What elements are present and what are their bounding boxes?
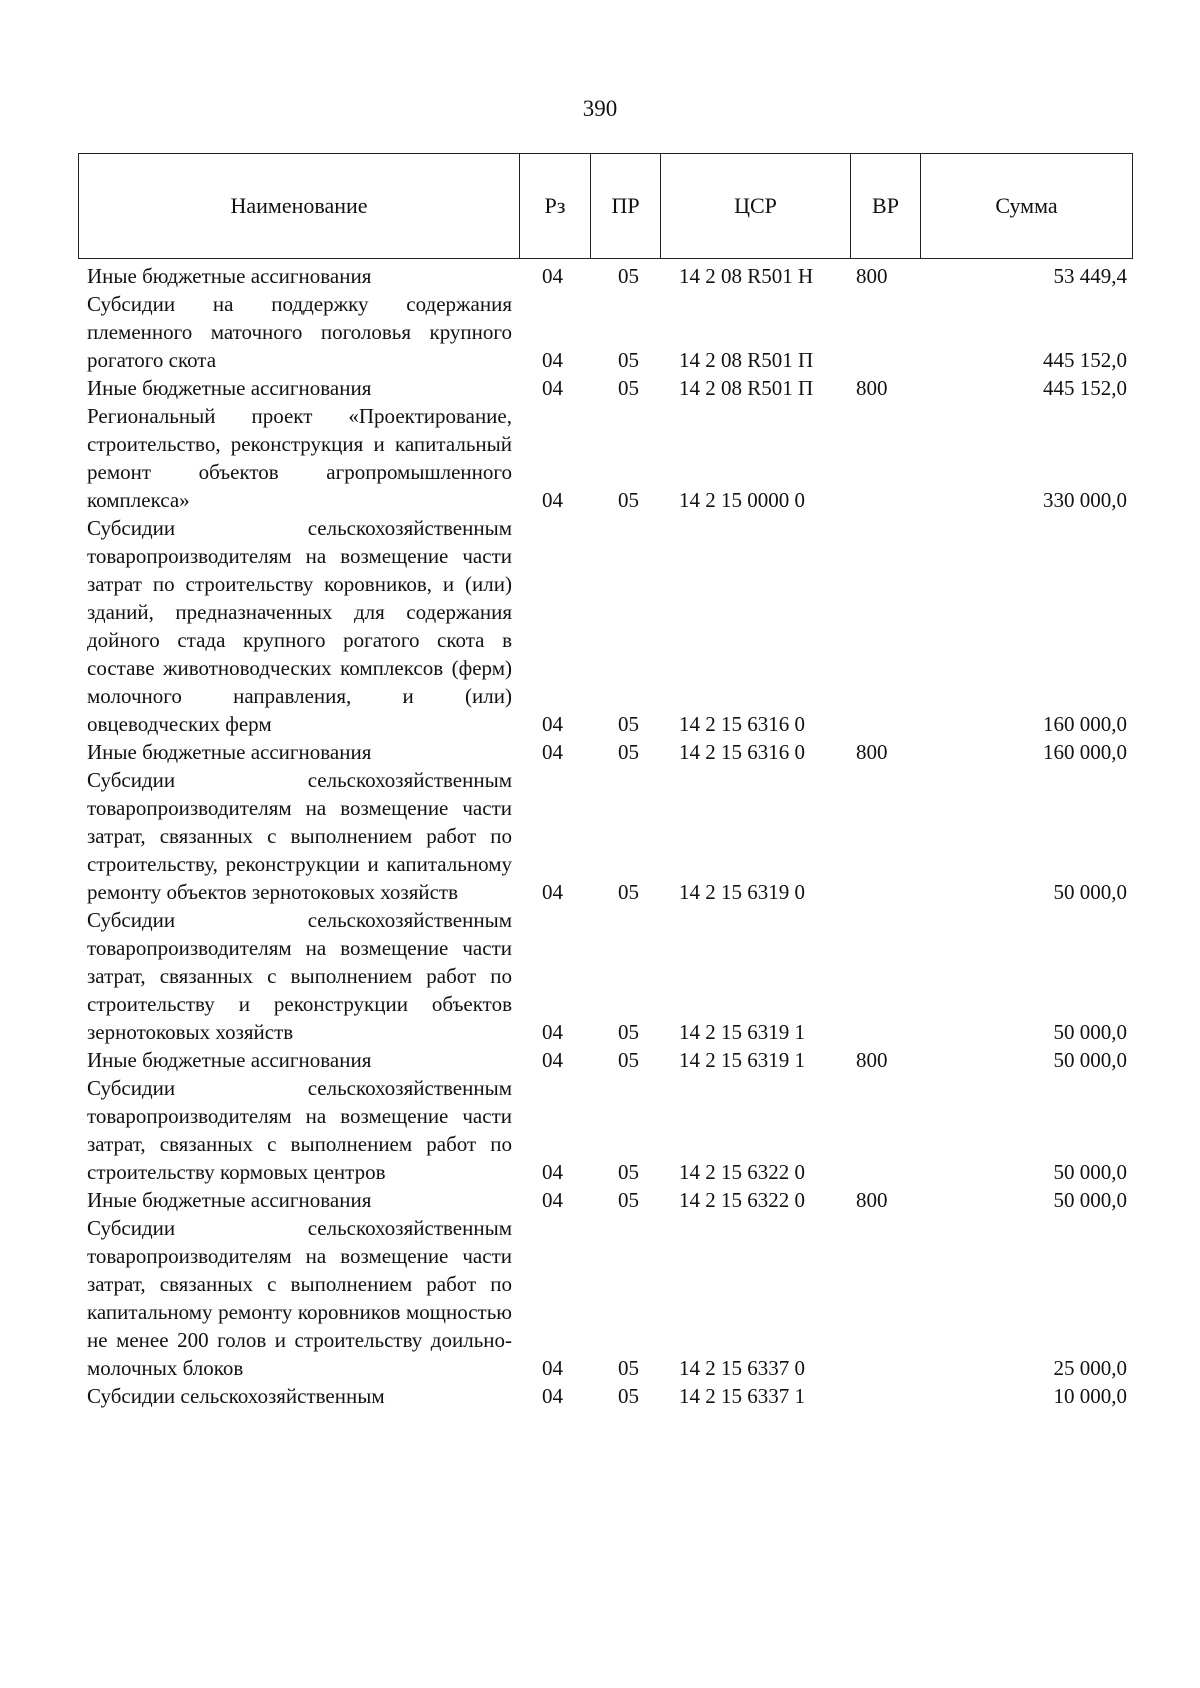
row-sum: 10 000,0 <box>1053 1384 1127 1408</box>
row-name: Иные бюджетные ассигнования <box>87 376 372 400</box>
row-csr: 14 2 15 6322 0 <box>679 1160 805 1184</box>
row-pr: 05 <box>618 376 639 400</box>
row-name: Иные бюджетные ассигнования <box>87 1188 372 1212</box>
row-sum: 50 000,0 <box>1053 1048 1127 1072</box>
table-body <box>87 262 1127 1410</box>
table-row <box>87 1046 1127 1074</box>
row-sum: 160 000,0 <box>1043 712 1127 736</box>
row-vr: 800 <box>856 376 888 400</box>
header-csr: ЦСР <box>661 154 851 258</box>
table-row <box>87 1186 1127 1214</box>
row-sum: 50 000,0 <box>1053 1160 1127 1184</box>
row-name: Иные бюджетные ассигнования <box>87 264 372 288</box>
row-rz: 04 <box>542 740 563 764</box>
header-sum: Сумма <box>995 193 1058 218</box>
row-rz: 04 <box>542 264 563 288</box>
row-sum: 53 449,4 <box>1053 264 1127 288</box>
header-rz: Рз <box>520 154 591 258</box>
row-rz: 04 <box>542 1048 563 1072</box>
row-csr: 14 2 15 6319 1 <box>679 1048 805 1072</box>
row-csr: 14 2 15 6316 0 <box>679 712 805 736</box>
row-rz: 04 <box>542 1356 563 1380</box>
row-name: Субсидии сельскохозяйственным товаропроизводителям на возмещение части затрат по строительству коровников, и (или) зданий, предназначенных для содержания дойного стада крупного рогатого скота в составе животноводческих комплексов (ферм) молочного направления, и (или) овцеводческих ферм <box>87 516 512 736</box>
row-sum: 50 000,0 <box>1053 880 1127 904</box>
row-rz: 04 <box>542 1160 563 1184</box>
row-csr: 14 2 15 6337 1 <box>679 1384 805 1408</box>
row-rz: 04 <box>542 880 563 904</box>
table-row <box>87 402 1127 514</box>
row-sum: 50 000,0 <box>1053 1188 1127 1212</box>
row-pr: 05 <box>618 264 639 288</box>
row-csr: 14 2 08 R501 Н <box>679 264 814 288</box>
page-number: 390 <box>582 96 618 121</box>
table-row <box>87 738 1127 766</box>
table-row <box>87 1382 1127 1410</box>
header-pr: ПР <box>591 154 661 258</box>
row-sum: 25 000,0 <box>1053 1356 1127 1380</box>
header-vr: ВР <box>851 154 921 258</box>
header-name: Наименование <box>79 154 520 258</box>
row-csr: 14 2 15 6322 0 <box>679 1188 805 1212</box>
table-header <box>78 153 1133 259</box>
table-row <box>87 262 1127 290</box>
row-pr: 05 <box>618 1384 639 1408</box>
row-vr: 800 <box>856 264 888 288</box>
row-csr: 14 2 15 0000 0 <box>679 488 805 512</box>
row-name: Субсидии сельскохозяйственным товаропроизводителям на возмещение части затрат, связанных с выполнением работ по капитальному ремонту коровников мощностью не менее 200 голов и строительству доильно-молочных блоков <box>87 1216 512 1380</box>
table-row <box>87 374 1127 402</box>
table-row <box>87 290 1127 374</box>
row-csr: 14 2 08 R501 П <box>679 376 814 400</box>
row-pr: 05 <box>618 1048 639 1072</box>
row-vr: 800 <box>856 1188 888 1212</box>
row-sum: 445 152,0 <box>1043 376 1127 400</box>
row-pr: 05 <box>618 880 639 904</box>
row-name: Иные бюджетные ассигнования <box>87 740 372 764</box>
row-rz: 04 <box>542 1020 563 1044</box>
row-pr: 05 <box>618 740 639 764</box>
row-pr: 05 <box>618 1020 639 1044</box>
row-rz: 04 <box>542 376 563 400</box>
table-row <box>87 766 1127 906</box>
row-vr: 800 <box>856 1048 888 1072</box>
row-csr: 14 2 15 6319 0 <box>679 880 805 904</box>
row-sum: 330 000,0 <box>1043 488 1127 512</box>
row-rz: 04 <box>542 348 563 372</box>
row-rz: 04 <box>542 712 563 736</box>
table-row <box>87 1214 1127 1382</box>
row-pr: 05 <box>618 1356 639 1380</box>
row-csr: 14 2 08 R501 П <box>679 348 814 372</box>
row-sum: 50 000,0 <box>1053 1020 1127 1044</box>
row-rz: 04 <box>542 1188 563 1212</box>
row-vr: 800 <box>856 740 888 764</box>
row-csr: 14 2 15 6316 0 <box>679 740 805 764</box>
row-rz: 04 <box>542 488 563 512</box>
row-pr: 05 <box>618 712 639 736</box>
row-name: Субсидии сельскохозяйственным товаропроизводителям на возмещение части затрат, связанных с выполнением работ по строительству кормовых центров <box>87 1076 512 1184</box>
row-sum: 445 152,0 <box>1043 348 1127 372</box>
row-csr: 14 2 15 6319 1 <box>679 1020 805 1044</box>
row-pr: 05 <box>618 1188 639 1212</box>
row-pr: 05 <box>618 348 639 372</box>
table-row <box>87 1074 1127 1186</box>
row-csr: 14 2 15 6337 0 <box>679 1356 805 1380</box>
table-row <box>87 514 1127 738</box>
row-pr: 05 <box>618 488 639 512</box>
row-name: Субсидии сельскохозяйственным товаропроизводителям на возмещение части затрат, связанных с выполнением работ по строительству, реконструкции и капитальному ремонту объектов зернотоковых хозяйств <box>87 768 512 904</box>
row-name: Субсидии на поддержку содержания племенного маточного поголовья крупного рогатого скота <box>87 292 512 372</box>
row-rz: 04 <box>542 1384 563 1408</box>
row-name: Региональный проект «Проектирование, строительство, реконструкция и капитальный ремонт объектов агропромышленного комплекса» <box>87 404 512 512</box>
row-pr: 05 <box>618 1160 639 1184</box>
table-row <box>87 906 1127 1046</box>
row-sum: 160 000,0 <box>1043 740 1127 764</box>
row-name: Субсидии сельскохозяйственным <box>87 1384 385 1408</box>
row-name: Иные бюджетные ассигнования <box>87 1048 372 1072</box>
row-name: Субсидии сельскохозяйственным товаропроизводителям на возмещение части затрат, связанных с выполнением работ по строительству и реконструкции объектов зернотоковых хозяйств <box>87 908 512 1044</box>
